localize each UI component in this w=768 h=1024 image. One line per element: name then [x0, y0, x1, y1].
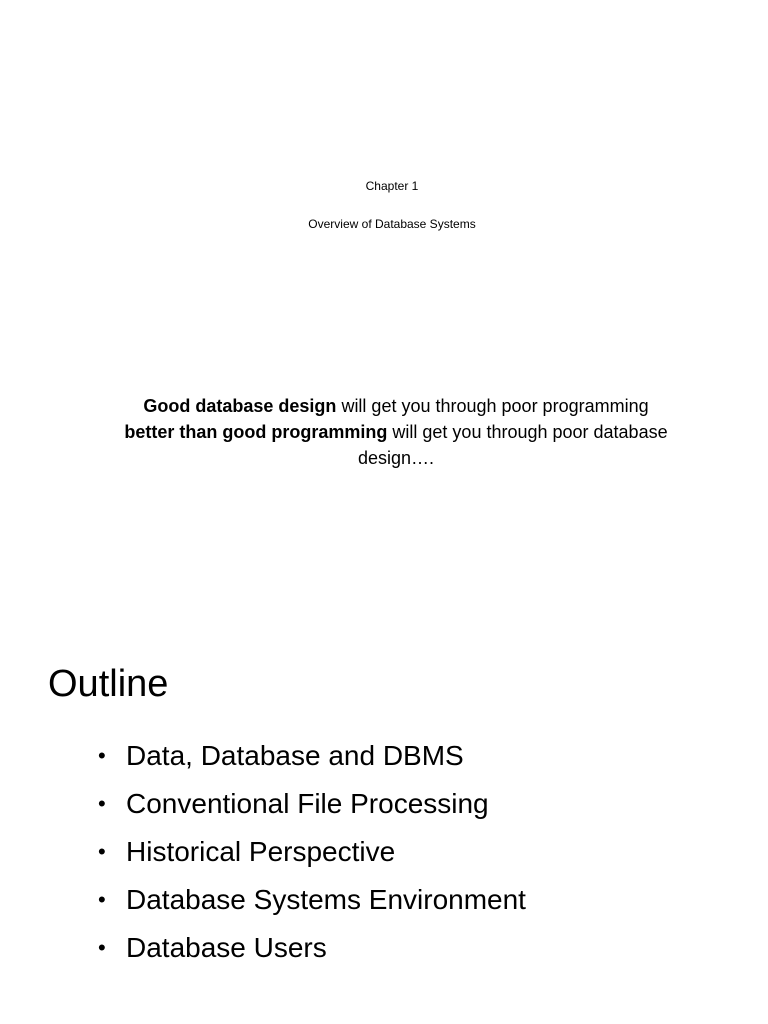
outline-item: [98, 926, 526, 974]
bullet-icon: •: [98, 935, 106, 960]
outline-item: [98, 782, 526, 830]
outline-item-label: Database Systems Environment: [126, 884, 526, 915]
bullet-icon: •: [98, 743, 106, 768]
chapter-subtitle: Overview of Database Systems: [308, 217, 476, 231]
bullet-icon: •: [98, 887, 106, 912]
outline-item: [98, 878, 526, 926]
outline-title: Outline: [48, 663, 169, 705]
bullet-icon: •: [98, 839, 106, 864]
outline-item: [98, 734, 526, 782]
outline-item-label: Conventional File Processing: [126, 788, 489, 819]
outline-item: [98, 830, 526, 878]
outline-item-label: Data, Database and DBMS: [126, 740, 464, 771]
quote-text-1: will get you through poor programming: [336, 396, 649, 416]
quote-text-2: will get you through poor database design….: [357, 422, 668, 468]
outline-item-label: Historical Perspective: [126, 836, 396, 867]
bullet-icon: •: [98, 791, 106, 816]
outline-item-label: Database Users: [126, 932, 327, 963]
outline-list: [98, 734, 526, 974]
quote-bold-phrase-2: better than good programming: [124, 422, 388, 442]
quote-block: [120, 393, 672, 471]
chapter-label: Chapter 1: [365, 179, 419, 193]
quote-bold-phrase-1: Good database design: [143, 396, 337, 416]
